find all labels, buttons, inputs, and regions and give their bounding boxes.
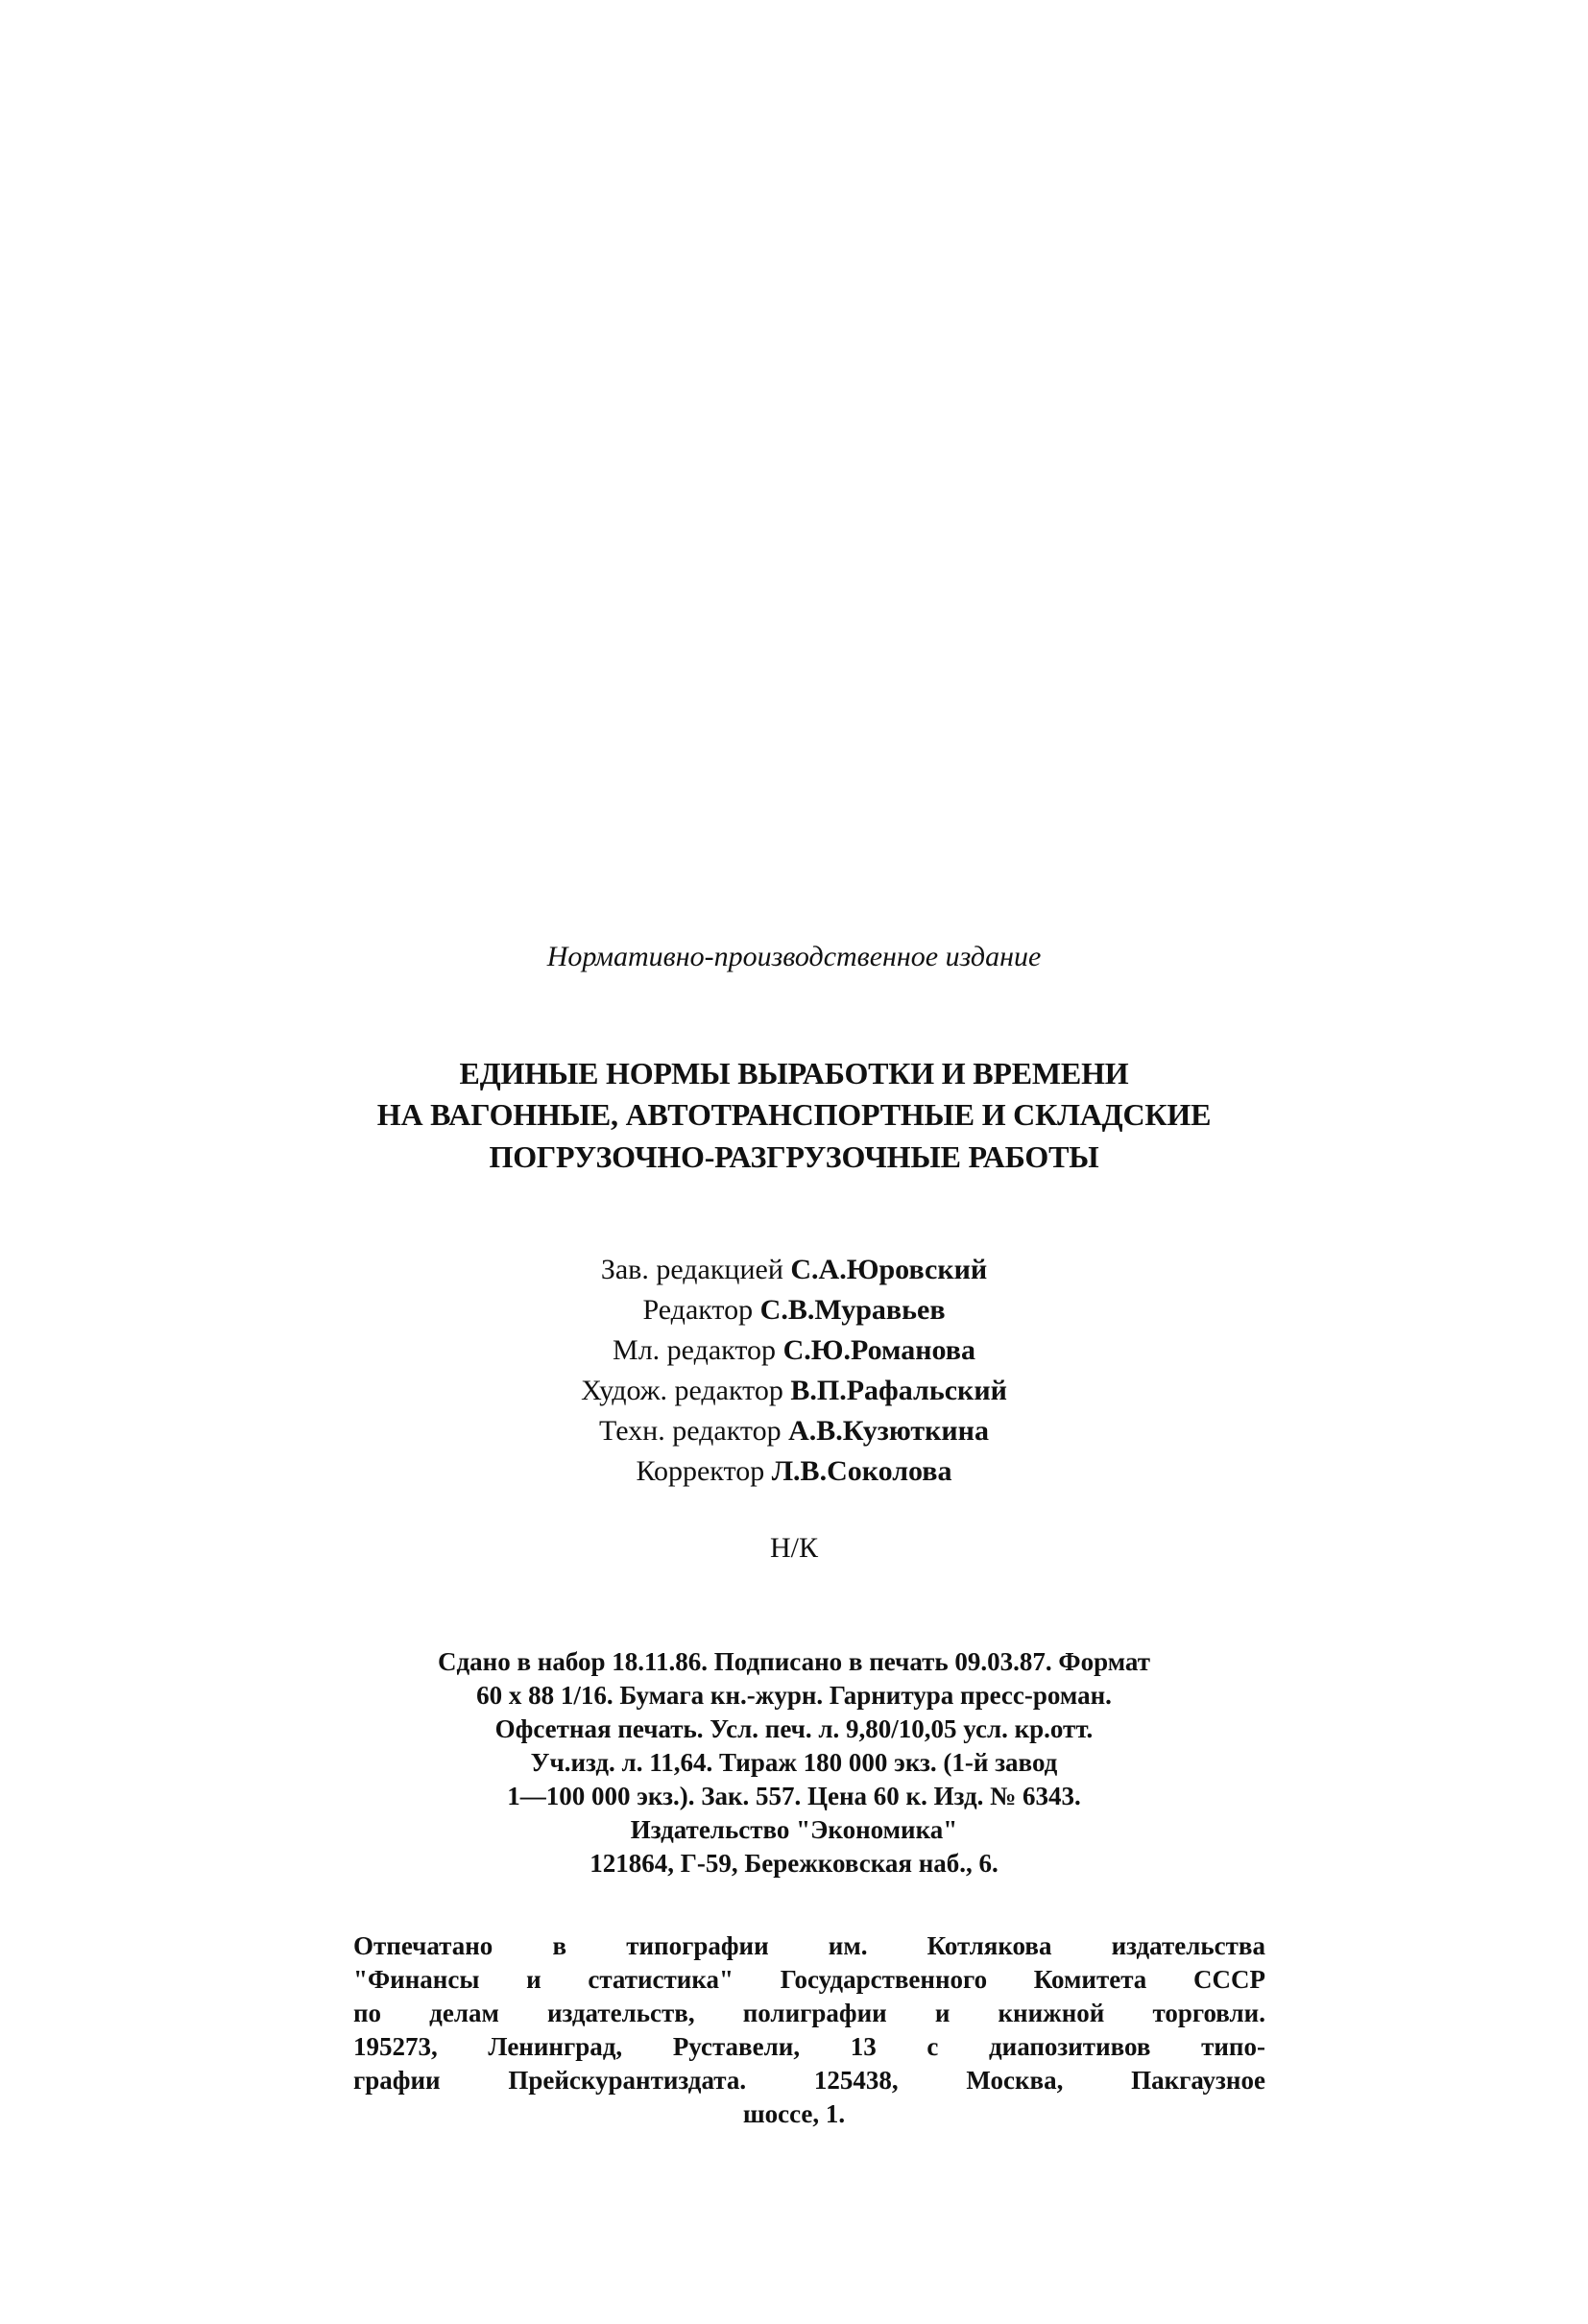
printer-word: издательства bbox=[1111, 1931, 1265, 1960]
title-line-3: ПОГРУЗОЧНО-РАЗГРУЗОЧНЫЕ РАБОТЫ bbox=[489, 1139, 1099, 1174]
credit-name: С.Ю.Романова bbox=[782, 1334, 975, 1366]
publication-type: Нормативно-производственное издание bbox=[546, 941, 1042, 972]
printer-line bbox=[353, 2066, 1265, 2096]
printer-word: "Финансы bbox=[353, 1965, 480, 1994]
printer-word: полиграфии bbox=[742, 1999, 887, 2027]
printer-line bbox=[353, 2032, 1265, 2062]
printer-word: СССР bbox=[1193, 1965, 1265, 1994]
printer-line bbox=[353, 1965, 1265, 1995]
imprint-line: 60 х 88 1/16. Бумага кн.-журн. Гарнитура пресс-роман. bbox=[476, 1681, 1112, 1710]
printer-word: Пакгаузное bbox=[1131, 2066, 1265, 2095]
printer-word: торговли. bbox=[1152, 1999, 1265, 2027]
printer-word: Москва, bbox=[966, 2066, 1064, 2095]
credit-role: Худож. редактор bbox=[581, 1375, 783, 1406]
imprint-line: Офсетная печать. Усл. печ. л. 9,80/10,05 усл. кр.отт. bbox=[494, 1714, 1094, 1743]
imprint-publisher: Издательство "Экономика" bbox=[630, 1815, 958, 1844]
credit-role: Техн. редактор bbox=[599, 1415, 782, 1447]
credit-role: Корректор bbox=[636, 1455, 765, 1487]
credit-role: Зав. редакцией bbox=[600, 1254, 783, 1285]
credit-name: С.А.Юровский bbox=[790, 1254, 988, 1285]
printer-word: Ленинград, bbox=[488, 2032, 623, 2061]
printer-word: книжной bbox=[998, 1999, 1105, 2027]
printer-line bbox=[353, 1931, 1265, 1961]
printer-word: Отпечатано bbox=[353, 1931, 493, 1960]
printer-word: Руставели, bbox=[672, 2032, 801, 2061]
imprint-line: Сдано в набор 18.11.86. Подписано в печать 09.03.87. Формат bbox=[438, 1647, 1150, 1676]
printer-word: Государственного bbox=[780, 1965, 988, 1994]
printer-word: Комитета bbox=[1033, 1965, 1147, 1994]
printer-word: по bbox=[353, 1999, 382, 2027]
printer-word: 125438, bbox=[813, 2066, 899, 2095]
printer-word: делам bbox=[429, 1999, 499, 2027]
printer-word: в bbox=[552, 1931, 567, 1960]
credit-editor bbox=[0, 1294, 1588, 1327]
credit-technical-editor bbox=[0, 1415, 1588, 1448]
printer-word: Прейскурантиздата. bbox=[508, 2066, 747, 2095]
credit-junior-editor bbox=[0, 1334, 1588, 1367]
credit-name: В.П.Рафальский bbox=[790, 1375, 1007, 1406]
printer-word: и bbox=[934, 1999, 950, 2027]
printer-word: статистика" bbox=[588, 1965, 734, 1994]
printer-word: графии bbox=[353, 2066, 441, 2095]
printer-word: диапозитивов bbox=[988, 2032, 1151, 2061]
printer-line bbox=[353, 1999, 1265, 2028]
title-line-1: ЕДИНЫЕ НОРМЫ ВЫРАБОТКИ И ВРЕМЕНИ bbox=[459, 1056, 1129, 1090]
credit-head-of-editorial bbox=[0, 1254, 1588, 1286]
imprint-address: 121864, Г-59, Бережковская наб., 6. bbox=[589, 1849, 999, 1878]
imprint-line: 1—100 000 экз.). Зак. 557. Цена 60 к. Изд. № 6343. bbox=[507, 1782, 1081, 1810]
credit-role: Редактор bbox=[642, 1294, 754, 1326]
imprint-line: Уч.изд. л. 11,64. Тираж 180 000 экз. (1-й завод bbox=[530, 1748, 1058, 1777]
printer-word: издательств, bbox=[546, 1999, 695, 2027]
credit-name: А.В.Кузюткина bbox=[788, 1415, 989, 1447]
nk-mark: Н/К bbox=[769, 1532, 818, 1564]
title-line-2: НА ВАГОННЫЕ, АВТОТРАНСПОРТНЫЕ И СКЛАДСКИЕ bbox=[376, 1097, 1212, 1132]
credit-art-editor bbox=[0, 1375, 1588, 1407]
printer-word: 13 bbox=[850, 2032, 877, 2061]
printer-word: Котлякова bbox=[926, 1931, 1052, 1960]
credit-name: Л.В.Соколова bbox=[771, 1455, 952, 1487]
printer-word: и bbox=[526, 1965, 541, 1994]
printer-word: типо- bbox=[1201, 2032, 1265, 2061]
printer-word: 195273, bbox=[353, 2032, 438, 2061]
printer-word: типографии bbox=[626, 1931, 769, 1960]
printer-line-last: шоссе, 1. bbox=[742, 2099, 846, 2128]
printer-word: с bbox=[926, 2032, 939, 2061]
credit-proofreader bbox=[0, 1455, 1588, 1488]
credit-name: С.В.Муравьев bbox=[759, 1294, 946, 1326]
printer-word: им. bbox=[828, 1931, 868, 1960]
credit-role: Мл. редактор bbox=[613, 1334, 777, 1366]
